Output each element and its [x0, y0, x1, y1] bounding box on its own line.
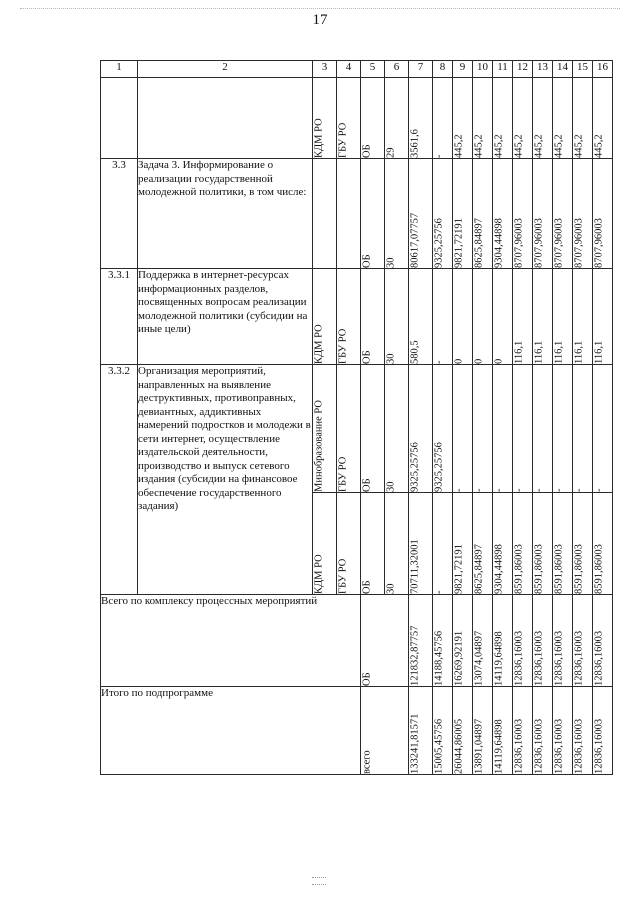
participant-cell: [337, 159, 361, 269]
continuation-row: [101, 78, 613, 159]
value-cell: 445,2: [533, 78, 553, 159]
value-cell: 8591,86003: [553, 493, 573, 595]
value-cell: -: [553, 365, 573, 493]
row-number: 3.3: [101, 159, 138, 269]
value-cell: 8707,96003: [513, 159, 533, 269]
value-cell: -: [453, 365, 473, 493]
source-cell: ОБ: [361, 493, 385, 595]
value-cell: 0: [493, 269, 513, 365]
value-cell: 12836,16003: [533, 687, 553, 775]
value-cell: 8591,86003: [533, 493, 553, 595]
value-cell: 8625,84897: [473, 493, 493, 595]
value-cell: 12836,16003: [513, 595, 533, 687]
table-row: [101, 365, 613, 493]
value-cell: 8707,96003: [573, 159, 593, 269]
header-cell: 4: [337, 61, 361, 78]
row-description: Поддержка в интернет-ресурсах информационных разделов, посвященных вопросам реализации молодежной политики (субсидии на иные цели): [138, 269, 313, 365]
header-cell: 11: [493, 61, 513, 78]
scan-noise: [20, 8, 620, 11]
value-cell: 12836,16003: [593, 595, 613, 687]
value-cell: -: [593, 365, 613, 493]
header-cell: 3: [313, 61, 337, 78]
executor-cell: КДМ РО: [313, 269, 337, 365]
value-cell: 26044,86005: [453, 687, 473, 775]
code-cell: 30: [385, 269, 409, 365]
value-cell: 9821,72191: [453, 159, 473, 269]
value-cell: 12836,16003: [573, 595, 593, 687]
page-number: 17: [312, 12, 328, 28]
header-cell: 7: [409, 61, 433, 78]
row-number-cell: [101, 78, 138, 159]
participant-cell: ГБУ РО: [337, 78, 361, 159]
value-cell: 3561,6: [409, 78, 433, 159]
value-cell: 9821,72191: [453, 493, 473, 595]
total-complex-label: Всего по комплексу процессных мероприятий: [101, 595, 361, 687]
value-cell: 445,2: [453, 78, 473, 159]
scan-noise: [312, 877, 326, 885]
value-cell: 445,2: [473, 78, 493, 159]
source-cell: ОБ: [361, 78, 385, 159]
value-cell: 9325,25756: [433, 365, 453, 493]
value-cell: 8591,86003: [573, 493, 593, 595]
row-number: 3.3.1: [101, 269, 138, 365]
value-cell: 80617,07757: [409, 159, 433, 269]
executor-cell: КДМ РО: [313, 493, 337, 595]
code-cell: 29: [385, 78, 409, 159]
header-cell: 14: [553, 61, 573, 78]
header-cell: 8: [433, 61, 453, 78]
value-cell: 9325,25756: [433, 159, 453, 269]
value-cell: -: [433, 78, 453, 159]
value-cell: 13074,04897: [473, 595, 493, 687]
value-cell: 580,5: [409, 269, 433, 365]
source-cell: ОБ: [361, 269, 385, 365]
header-cell: 15: [573, 61, 593, 78]
value-cell: 8591,86003: [513, 493, 533, 595]
source-cell: всего: [361, 687, 409, 775]
value-cell: -: [533, 365, 553, 493]
value-cell: -: [473, 365, 493, 493]
value-cell: 116,1: [593, 269, 613, 365]
value-cell: 116,1: [533, 269, 553, 365]
value-cell: 14188,45756: [433, 595, 453, 687]
participant-cell: ГБУ РО: [337, 493, 361, 595]
header-cell: 12: [513, 61, 533, 78]
header-cell: 1: [101, 61, 138, 78]
executor-cell: КДМ РО: [313, 78, 337, 159]
value-cell: 12836,16003: [573, 687, 593, 775]
source-cell: ОБ: [361, 365, 385, 493]
value-cell: 14119,64898: [493, 595, 513, 687]
code-cell: 30: [385, 365, 409, 493]
value-cell: 12836,16003: [593, 687, 613, 775]
value-cell: -: [513, 365, 533, 493]
value-cell: 0: [473, 269, 493, 365]
row-description: Задача 3. Информирование о реализации государственной молодежной политики, в том числе:: [138, 159, 313, 269]
value-cell: 445,2: [513, 78, 533, 159]
value-cell: 116,1: [553, 269, 573, 365]
row-number: 3.3.2: [101, 365, 138, 595]
total-row: [101, 687, 613, 775]
value-cell: 116,1: [513, 269, 533, 365]
value-cell: 16269,92191: [453, 595, 473, 687]
value-cell: -: [573, 365, 593, 493]
source-cell: ОБ: [361, 159, 385, 269]
value-cell: 70711,32001: [409, 493, 433, 595]
header-cell: 2: [138, 61, 313, 78]
budget-table: [100, 60, 613, 775]
value-cell: 15005,45756: [433, 687, 453, 775]
executor-cell: [313, 159, 337, 269]
value-cell: 8625,84897: [473, 159, 493, 269]
value-cell: 9304,44898: [493, 493, 513, 595]
description-cell: [138, 78, 313, 159]
value-cell: 133241,81571: [409, 687, 433, 775]
executor-cell: Минобразование РО: [313, 365, 337, 493]
value-cell: 445,2: [493, 78, 513, 159]
value-cell: -: [493, 365, 513, 493]
header-cell: 6: [385, 61, 409, 78]
participant-cell: ГБУ РО: [337, 365, 361, 493]
value-cell: 12836,16003: [553, 595, 573, 687]
value-cell: 14119,64898: [493, 687, 513, 775]
source-cell: ОБ: [361, 595, 409, 687]
value-cell: 445,2: [553, 78, 573, 159]
value-cell: 8591,86003: [593, 493, 613, 595]
header-cell: 16: [593, 61, 613, 78]
table-row: [101, 159, 613, 269]
value-cell: -: [433, 269, 453, 365]
value-cell: 8707,96003: [553, 159, 573, 269]
header-cell: 10: [473, 61, 493, 78]
code-cell: 30: [385, 159, 409, 269]
value-cell: 12836,16003: [513, 687, 533, 775]
value-cell: 116,1: [573, 269, 593, 365]
header-cell: 13: [533, 61, 553, 78]
total-subprogram-label: Итого по подпрограмме: [101, 687, 361, 775]
participant-cell: ГБУ РО: [337, 269, 361, 365]
value-cell: 8707,96003: [533, 159, 553, 269]
header-cell: 5: [361, 61, 385, 78]
header-row: [101, 61, 613, 78]
value-cell: 121832,87757: [409, 595, 433, 687]
total-row: [101, 595, 613, 687]
row-description: Организация мероприятий, направленных на выявление деструктивных, противоправных, девиантных, аддиктивных намерений подростков и молодежи в сети интернет, осуществление издательской деятельности, производство и выпуск сетевого издания (субсидии на финансовое обеспечение государственного задания): [138, 365, 313, 595]
value-cell: 445,2: [573, 78, 593, 159]
value-cell: 445,2: [593, 78, 613, 159]
value-cell: 13891,04897: [473, 687, 493, 775]
value-cell: 9325,25756: [409, 365, 433, 493]
value-cell: 12836,16003: [553, 687, 573, 775]
code-cell: 30: [385, 493, 409, 595]
value-cell: 8707,96003: [593, 159, 613, 269]
header-cell: 9: [453, 61, 473, 78]
value-cell: 9304,44898: [493, 159, 513, 269]
value-cell: -: [433, 493, 453, 595]
table-row: [101, 269, 613, 365]
value-cell: 12836,16003: [533, 595, 553, 687]
value-cell: 0: [453, 269, 473, 365]
